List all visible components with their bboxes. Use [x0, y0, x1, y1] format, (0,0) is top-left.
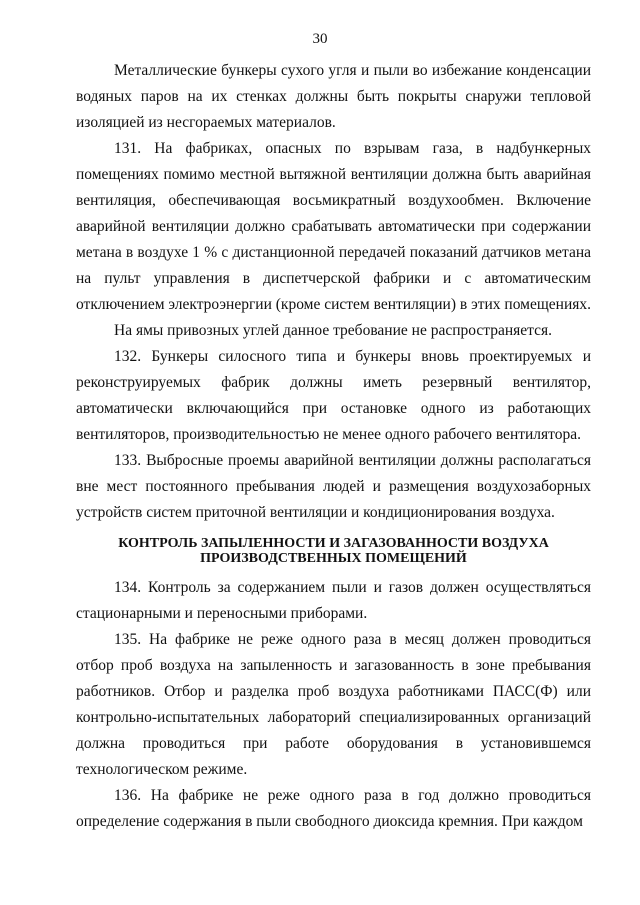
paragraph-exception: На ямы привозных углей данное требование не распространяется. — [114, 322, 553, 339]
paragraph-133: 133. Выбросные проемы аварийной вентиляции должны располагаться вне мест постоянного пребывания людей и размещения воздухозаборных устройств систем приточной вентиляции и кондиционирования воздуха. — [76, 452, 591, 521]
paragraph-insulation: Металлические бункеры сухого угля и пыли во избежание конденсации водяных паров на их стенках должны быть покрыты снаружи тепловой изоляцией из несгораемых материалов. — [76, 62, 591, 131]
paragraph-132: 132. Бункеры силосного типа и бункеры вновь проектируемых и реконструируемых фабрик должны иметь резервный вентилятор, автоматически включающийся при остановке одного из работающих вентиляторов, производительностью не менее одного рабочего вентилятора. — [76, 348, 591, 443]
section-heading — [76, 536, 591, 566]
paragraph-136: 136. На фабрике не реже одного раза в год должно проводиться определение содержания в пыли свободного диоксида кремния. При каждом — [76, 787, 591, 830]
paragraph-134: 134. Контроль за содержанием пыли и газов должен осуществляться стационарными и переносными приборами. — [76, 579, 591, 622]
page-content — [76, 58, 591, 835]
section-heading-line-1: КОНТРОЛЬ ЗАПЫЛЕННОСТИ И ЗАГАЗОВАННОСТИ ВОЗДУХА — [118, 536, 549, 551]
page-number: 30 — [312, 31, 328, 47]
section-heading-line-2: ПРОИЗВОДСТВЕННЫХ ПОМЕЩЕНИЙ — [200, 551, 467, 566]
paragraph-135: 135. На фабрике не реже одного раза в месяц должен проводиться отбор проб воздуха на запыленность и загазованность в зоне пребывания работников. Отбор и разделка проб воздуха работниками ПАСС(Ф) или контрольно-испытательных лабораторий специализированных организаций должна проводиться при работе оборудования в установившемся технологическом режиме. — [76, 631, 591, 778]
paragraph-131: 131. На фабриках, опасных по взрывам газа, в надбункерных помещениях помимо местной вытяжной вентиляции должна быть аварийная вентиляция, обеспечивающая восьмикратный воздухообмен. Включение аварийной вентиляции должно срабатывать автоматически при содержании метана в воздухе 1 % с дистанционной передачей показаний датчиков метана на пульт управления в диспетчерской фабрики и с автоматическим отключением электроэнергии (кроме систем вентиляции) в этих помещениях. — [76, 140, 592, 313]
